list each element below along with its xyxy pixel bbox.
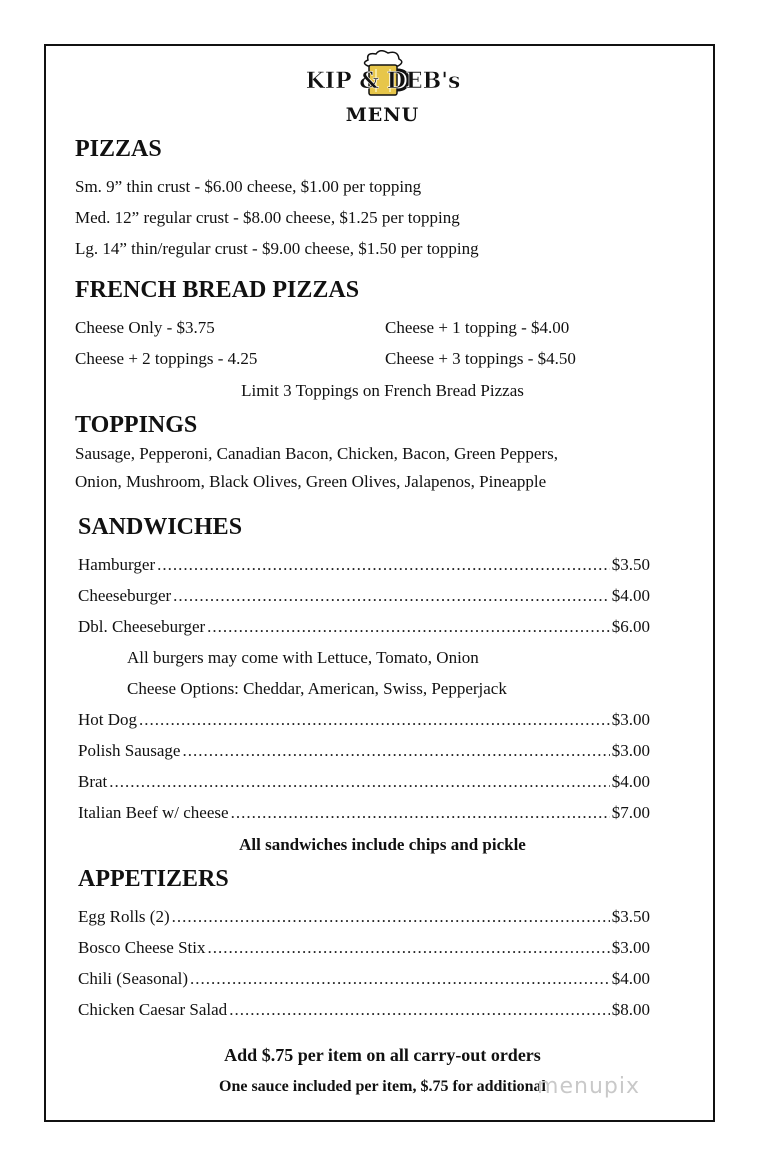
item-price: $3.00 <box>611 938 650 957</box>
item-name: Polish Sausage <box>78 741 181 760</box>
sauce-note: One sauce included per item, $.75 for additional <box>219 1078 546 1095</box>
sandwiches-heading: SANDWICHES <box>78 514 243 540</box>
item-name: Hamburger <box>78 555 156 574</box>
leader-dots <box>231 803 610 823</box>
menu-item-row <box>78 938 650 958</box>
pizza-line: Med. 12” regular crust - $8.00 cheese, $1.25 per topping <box>75 208 460 227</box>
french-bread-heading: FRENCH BREAD PIZZAS <box>75 277 360 303</box>
item-price: $6.00 <box>611 617 650 636</box>
item-price: $3.00 <box>611 741 650 760</box>
leader-dots <box>173 586 610 606</box>
leader-dots <box>190 969 610 989</box>
french-bread-item: Cheese Only - $3.75 <box>75 318 215 337</box>
toppings-line: Onion, Mushroom, Black Olives, Green Olives, Jalapenos, Pineapple <box>75 472 547 491</box>
item-name: Hot Dog <box>78 710 138 729</box>
leader-dots <box>207 617 610 637</box>
french-bread-item: Cheese + 2 toppings - 4.25 <box>75 349 258 368</box>
menu-item-row <box>78 1000 650 1020</box>
menu-item-row <box>78 969 650 989</box>
sandwiches-footer: All sandwiches include chips and pickle <box>239 835 526 854</box>
pizza-line: Lg. 14” thin/regular crust - $9.00 cheese, $1.50 per topping <box>75 239 479 258</box>
menu-item-row <box>78 907 650 927</box>
item-name: Egg Rolls (2) <box>78 907 170 926</box>
leader-dots <box>208 938 610 958</box>
item-price: $3.50 <box>611 907 650 926</box>
leader-dots <box>139 710 610 730</box>
item-price: $7.00 <box>611 803 650 822</box>
menu-title: MENU <box>345 104 420 126</box>
watermark: menupix <box>537 1074 640 1099</box>
logo-text: KIP & DEB's <box>306 68 461 94</box>
toppings-line: Sausage, Pepperoni, Canadian Bacon, Chicken, Bacon, Green Peppers, <box>75 444 558 463</box>
item-name: Chili (Seasonal) <box>78 969 189 988</box>
menu-item-row <box>78 586 650 606</box>
leader-dots <box>172 907 610 927</box>
item-price: $8.00 <box>611 1000 650 1019</box>
menu-item-row <box>78 772 650 792</box>
leader-dots <box>109 772 609 792</box>
menu-item-row <box>78 710 650 730</box>
item-price: $4.00 <box>611 772 650 791</box>
leader-dots <box>157 555 610 575</box>
item-name: Chicken Caesar Salad <box>78 1000 228 1019</box>
item-name: Italian Beef w/ cheese <box>78 803 229 822</box>
item-price: $4.00 <box>611 969 650 988</box>
item-name: Cheeseburger <box>78 586 172 605</box>
kip-debs-logo <box>306 50 461 104</box>
item-name: Bosco Cheese Stix <box>78 938 206 957</box>
item-name: Dbl. Cheeseburger <box>78 617 206 636</box>
item-price: $3.00 <box>611 710 650 729</box>
burger-note: All burgers may come with Lettuce, Tomato, Onion <box>127 648 479 667</box>
item-name: Brat <box>78 772 108 791</box>
menu-item-row <box>78 617 650 637</box>
toppings-heading: TOPPINGS <box>75 412 198 438</box>
burger-note: Cheese Options: Cheddar, American, Swiss, Pepperjack <box>127 679 507 698</box>
menu-item-row <box>78 741 650 761</box>
french-bread-note: Limit 3 Toppings on French Bread Pizzas <box>241 381 524 400</box>
french-bread-item: Cheese + 3 toppings - $4.50 <box>385 349 576 368</box>
pizza-line: Sm. 9” thin crust - $6.00 cheese, $1.00 per topping <box>75 177 422 196</box>
item-price: $4.00 <box>611 586 650 605</box>
leader-dots <box>229 1000 610 1020</box>
menu-border <box>44 44 715 1122</box>
french-bread-item: Cheese + 1 topping - $4.00 <box>385 318 570 337</box>
appetizers-heading: APPETIZERS <box>78 866 229 892</box>
menu-item-row <box>78 803 650 823</box>
leader-dots <box>182 741 609 761</box>
carry-out-note: Add $.75 per item on all carry-out orders <box>224 1045 541 1065</box>
pizzas-heading: PIZZAS <box>75 136 162 162</box>
item-price: $3.50 <box>611 555 650 574</box>
menu-item-row <box>78 555 650 575</box>
